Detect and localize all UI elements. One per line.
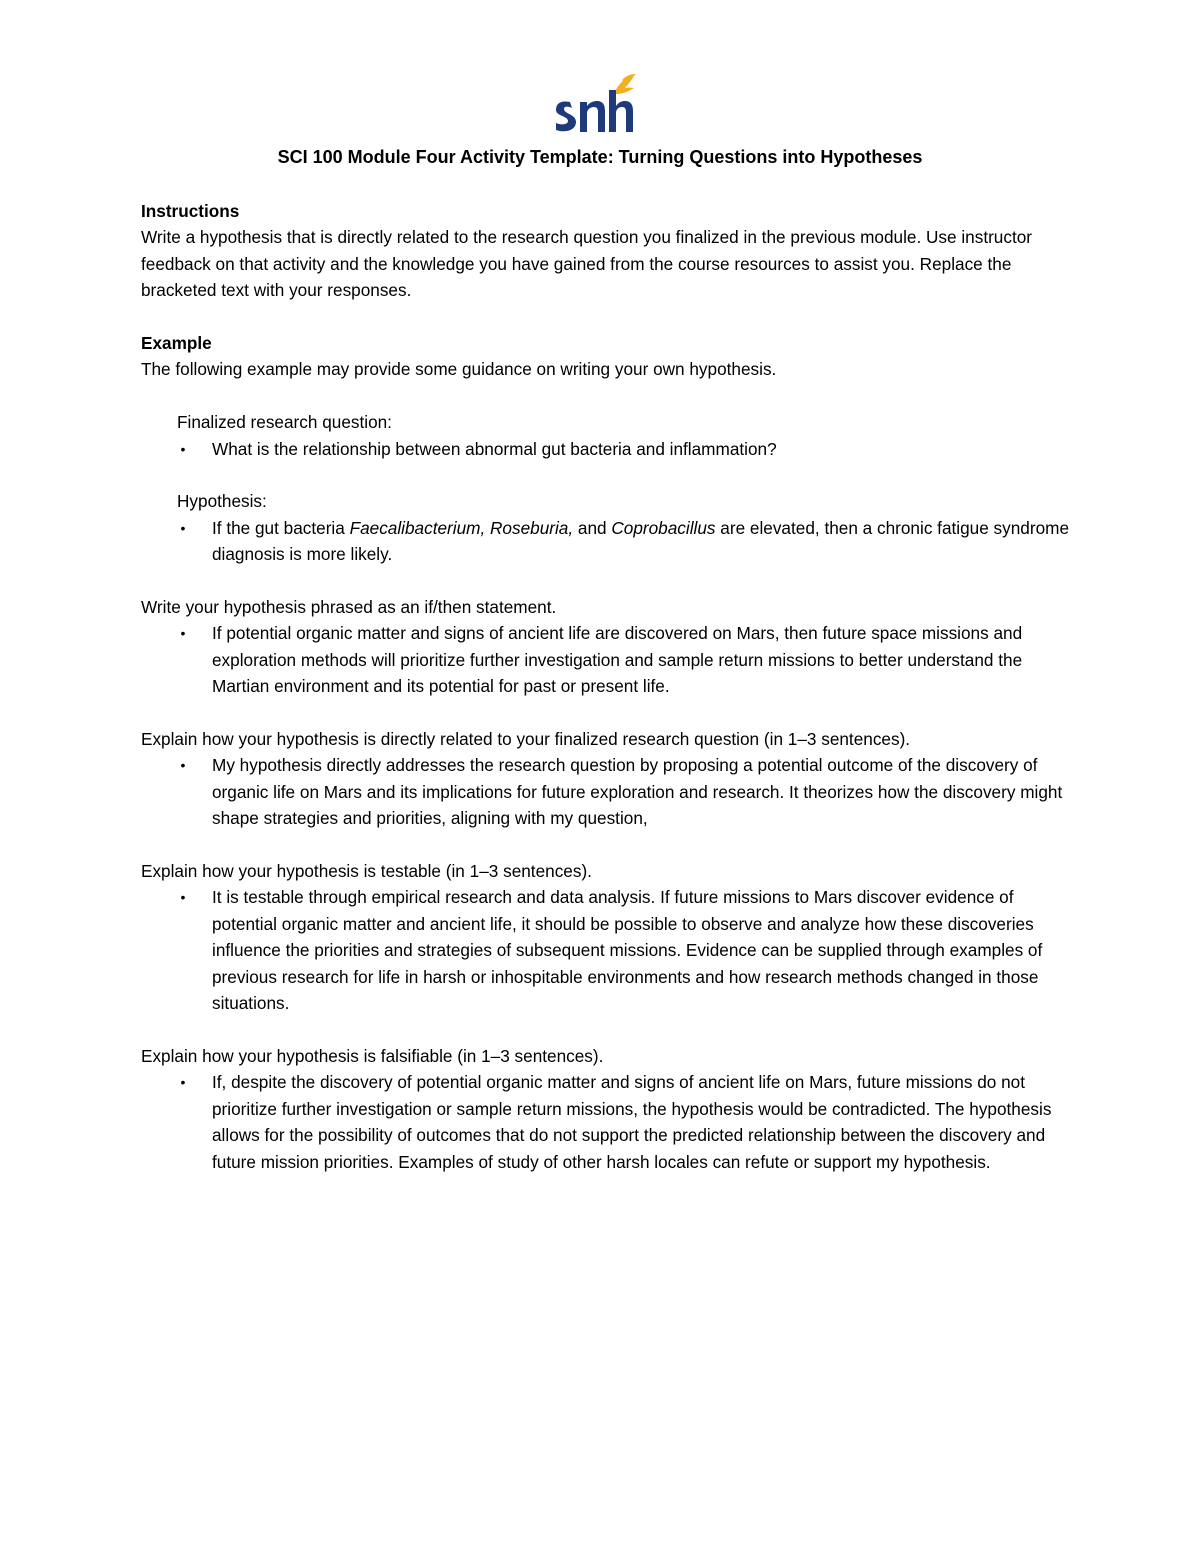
section-answer-ifthen: If potential organic matter and signs of ancient life are discovered on Mars, then future space missions and exploration methods will prioritize further investigation and sample return missions to better understand the Martian environment and its potential for past or present life. [212, 623, 1023, 697]
section-answer-related: My hypothesis directly addresses the research question by proposing a potential outcome of the discovery of organic life on Mars and its implications for future exploration and research. It theorizes how the discovery might shape strategies and priorities, aligning with my question, [212, 755, 1063, 829]
bullet-icon: • [180, 1074, 186, 1091]
snhu-logo [552, 70, 644, 134]
example-hypothesis-list [141, 515, 1081, 568]
list-item [141, 884, 1081, 1016]
section-answer-testable: It is testable through empirical research and data analysis. If future missions to Mars discover evidence of potential organic matter and ancient life, it should be possible to observe and analyze how these discoveries influence the priorities and strategies of subsequent missions. Evidence can be supplied through examples of previous research for life in harsh or inhospitable environments and how research methods changed in those situations. [212, 887, 1043, 1014]
section-prompt-testable: Explain how your hypothesis is testable (in 1–3 sentences). [141, 861, 592, 882]
list-item [141, 1069, 1081, 1175]
bullet-icon: • [180, 440, 186, 457]
section-answer-list [141, 752, 1081, 831]
example-hypothesis-text: If the gut bacteria Faecalibacterium, Roseburia, and Coprobacillus are elevated, then a chronic fatigue syndrome diagnosis is more likely. [212, 517, 1070, 565]
example-question-text: What is the relationship between abnormal gut bacteria and inflammation? [212, 438, 777, 459]
document-title: SCI 100 Module Four Activity Template: Turning Questions into Hypotheses [277, 147, 923, 167]
example-question-label: Finalized research question: [177, 412, 392, 433]
section-answer-list [141, 1069, 1081, 1175]
bullet-icon: • [180, 519, 186, 536]
section-prompt-related: Explain how your hypothesis is directly related to your finalized research question (in 1–3 sentences). [141, 729, 911, 750]
list-item [141, 620, 1081, 699]
example-heading: Example [141, 333, 212, 354]
section-answer-list [141, 620, 1081, 699]
list-item [141, 436, 1081, 462]
bullet-icon: • [180, 757, 186, 774]
section-answer-list [141, 884, 1081, 1016]
bullet-icon: • [180, 889, 186, 906]
example-question-list [141, 436, 1081, 462]
section-answer-falsifiable: If, despite the discovery of potential organic matter and signs of ancient life on Mars, future missions do not prioritize further investigation or sample return missions, the hypothesis would be contradicted. The hypothesis allows for the possibility of outcomes that do not support the predicted relationship between the discovery and future mission priorities. Examples of study of other harsh locales can refute or support my hypothesis. [212, 1072, 1052, 1172]
example-hypothesis-label: Hypothesis: [177, 491, 267, 512]
document-body [141, 198, 1081, 1175]
section-prompt-ifthen: Write your hypothesis phrased as an if/then statement. [141, 597, 557, 618]
bullet-icon: • [180, 625, 186, 642]
example-intro: The following example may provide some guidance on writing your own hypothesis. [141, 359, 777, 380]
list-item [141, 752, 1081, 831]
list-item [141, 515, 1081, 568]
instructions-text: Write a hypothesis that is directly related to the research question you finalized in the previous module. Use instructor feedback on that activity and the knowledge you have gained from the course resources to assist you. Replace the bracketed text with your responses. [141, 227, 1033, 301]
instructions-heading: Instructions [141, 201, 240, 221]
section-prompt-falsifiable: Explain how your hypothesis is falsifiable (in 1–3 sentences). [141, 1045, 604, 1066]
